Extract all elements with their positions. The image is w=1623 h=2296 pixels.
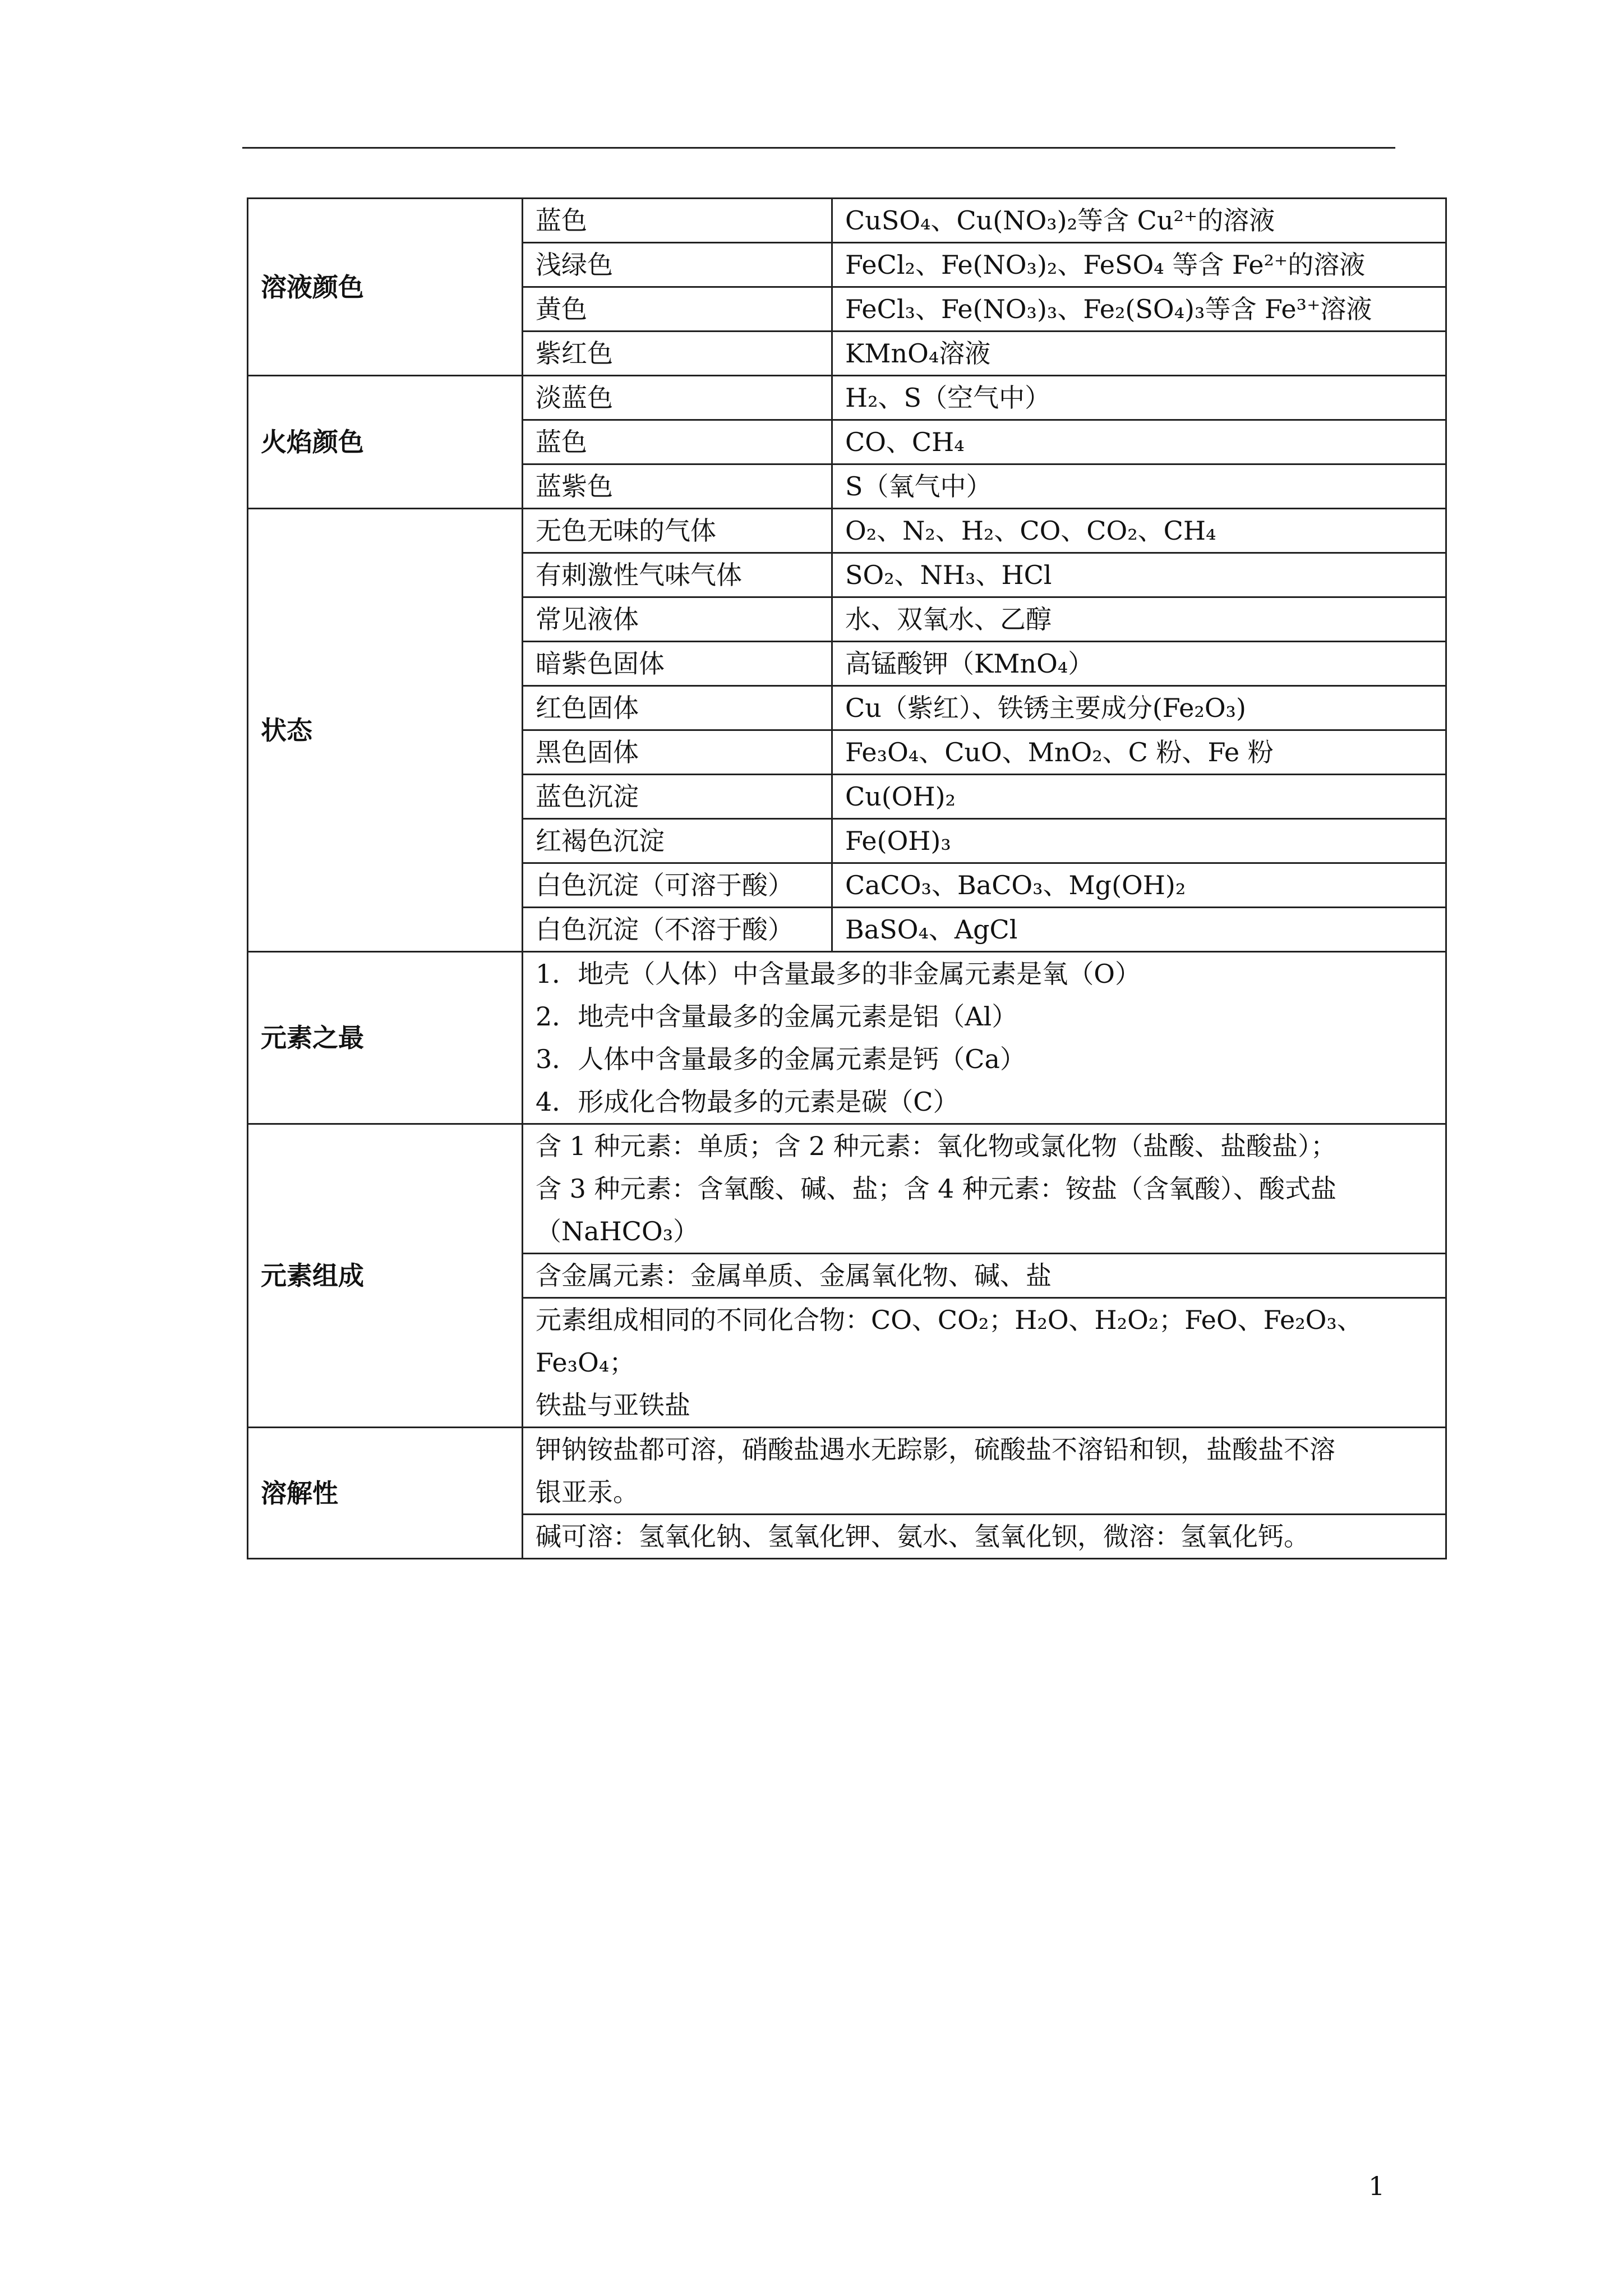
property-cell: 蓝色沉淀 bbox=[523, 775, 832, 819]
value-cell: CuSO₄、Cu(NO₃)₂等含 Cu²⁺的溶液 bbox=[832, 199, 1446, 243]
value-cell: 含金属元素：金属单质、金属氧化物、碱、盐 bbox=[523, 1254, 1446, 1298]
value-cell: Cu（紫红）、铁锈主要成分(Fe₂O₃) bbox=[832, 686, 1446, 730]
category-cell: 火焰颜色 bbox=[248, 376, 523, 509]
table-row bbox=[248, 1124, 1446, 1254]
value-cell bbox=[523, 1124, 1446, 1254]
value-cell: O₂、N₂、H₂、CO、CO₂、CH₄ bbox=[832, 509, 1446, 553]
value-cell: H₂、S（空气中） bbox=[832, 376, 1446, 420]
property-cell: 红色固体 bbox=[523, 686, 832, 730]
category-cell: 溶液颜色 bbox=[248, 199, 523, 376]
category-cell: 元素组成 bbox=[248, 1124, 523, 1428]
property-cell: 淡蓝色 bbox=[523, 376, 832, 420]
property-cell: 蓝色 bbox=[523, 420, 832, 464]
table-row bbox=[248, 1428, 1446, 1515]
text-line: 钾钠铵盐都可溶，硝酸盐遇水无踪影，硫酸盐不溶铅和钡，盐酸盐不溶 bbox=[536, 1434, 1335, 1465]
text-line: 1．地壳（人体）中含量最多的非金属元素是氧（O） bbox=[536, 959, 1141, 989]
table-row bbox=[248, 509, 1446, 553]
value-cell: SO₂、NH₃、HCl bbox=[832, 553, 1446, 597]
text-line: 元素组成相同的不同化合物：CO、CO₂；H₂O、H₂O₂；FeO、Fe₂O₃、Fe₃O₄； bbox=[536, 1305, 1363, 1378]
property-cell: 蓝色 bbox=[523, 199, 832, 243]
header-rule bbox=[242, 147, 1395, 149]
value-cell: BaSO₄、AgCl bbox=[832, 908, 1446, 952]
value-cell: Fe(OH)₃ bbox=[832, 819, 1446, 863]
property-cell: 蓝紫色 bbox=[523, 464, 832, 509]
value-cell bbox=[523, 1298, 1446, 1428]
category-cell: 元素之最 bbox=[248, 952, 523, 1124]
text-line: 含 3 种元素：含氧酸、碱、盐；含 4 种元素：铵盐（含氧酸）、酸式盐 bbox=[536, 1174, 1337, 1204]
property-cell: 白色沉淀（可溶于酸） bbox=[523, 863, 832, 908]
text-line: 3．人体中含量最多的金属元素是钙（Ca） bbox=[536, 1044, 1026, 1074]
table-row bbox=[248, 952, 1446, 1124]
value-cell: Cu(OH)₂ bbox=[832, 775, 1446, 819]
text-line: 铁盐与亚铁盐 bbox=[536, 1390, 690, 1420]
category-cell: 状态 bbox=[248, 509, 523, 952]
page-number: 1 bbox=[1368, 2171, 1385, 2201]
property-cell: 常见液体 bbox=[523, 597, 832, 642]
value-cell: 高锰酸钾（KMnO₄） bbox=[832, 642, 1446, 686]
value-cell: CaCO₃、BaCO₃、Mg(OH)₂ bbox=[832, 863, 1446, 908]
table-row bbox=[248, 199, 1446, 243]
property-cell: 无色无味的气体 bbox=[523, 509, 832, 553]
category-cell: 溶解性 bbox=[248, 1428, 523, 1559]
value-cell: CO、CH₄ bbox=[832, 420, 1446, 464]
property-cell: 浅绿色 bbox=[523, 243, 832, 287]
text-line: 2．地壳中含量最多的金属元素是铝（Al） bbox=[536, 1001, 1018, 1032]
text-line: 4．形成化合物最多的元素是碳（C） bbox=[536, 1087, 959, 1117]
property-cell: 黄色 bbox=[523, 287, 832, 332]
value-cell: 水、双氧水、乙醇 bbox=[832, 597, 1446, 642]
value-cell: Fe₃O₄、CuO、MnO₂、C 粉、Fe 粉 bbox=[832, 730, 1446, 775]
value-cell: 碱可溶：氢氧化钠、氢氧化钾、氨水、氢氧化钡，微溶：氢氧化钙。 bbox=[523, 1515, 1446, 1559]
property-cell: 黑色固体 bbox=[523, 730, 832, 775]
property-cell: 白色沉淀（不溶于酸） bbox=[523, 908, 832, 952]
value-cell bbox=[523, 952, 1446, 1124]
text-line: 含 1 种元素：单质；含 2 种元素：氧化物或氯化物（盐酸、盐酸盐）； bbox=[536, 1131, 1337, 1161]
text-line: 银亚汞。 bbox=[536, 1477, 639, 1507]
value-cell bbox=[523, 1428, 1446, 1515]
property-cell: 红褐色沉淀 bbox=[523, 819, 832, 863]
property-cell: 有刺激性气味气体 bbox=[523, 553, 832, 597]
text-line: （NaHCO₃） bbox=[536, 1216, 699, 1246]
property-cell: 紫红色 bbox=[523, 332, 832, 376]
value-cell: FeCl₂、Fe(NO₃)₂、FeSO₄ 等含 Fe²⁺的溶液 bbox=[832, 243, 1446, 287]
value-cell: FeCl₃、Fe(NO₃)₃、Fe₂(SO₄)₃等含 Fe³⁺溶液 bbox=[832, 287, 1446, 332]
chemistry-summary-table bbox=[247, 197, 1447, 1559]
value-cell: KMnO₄溶液 bbox=[832, 332, 1446, 376]
property-cell: 暗紫色固体 bbox=[523, 642, 832, 686]
value-cell: S（氧气中） bbox=[832, 464, 1446, 509]
table-row bbox=[248, 376, 1446, 420]
